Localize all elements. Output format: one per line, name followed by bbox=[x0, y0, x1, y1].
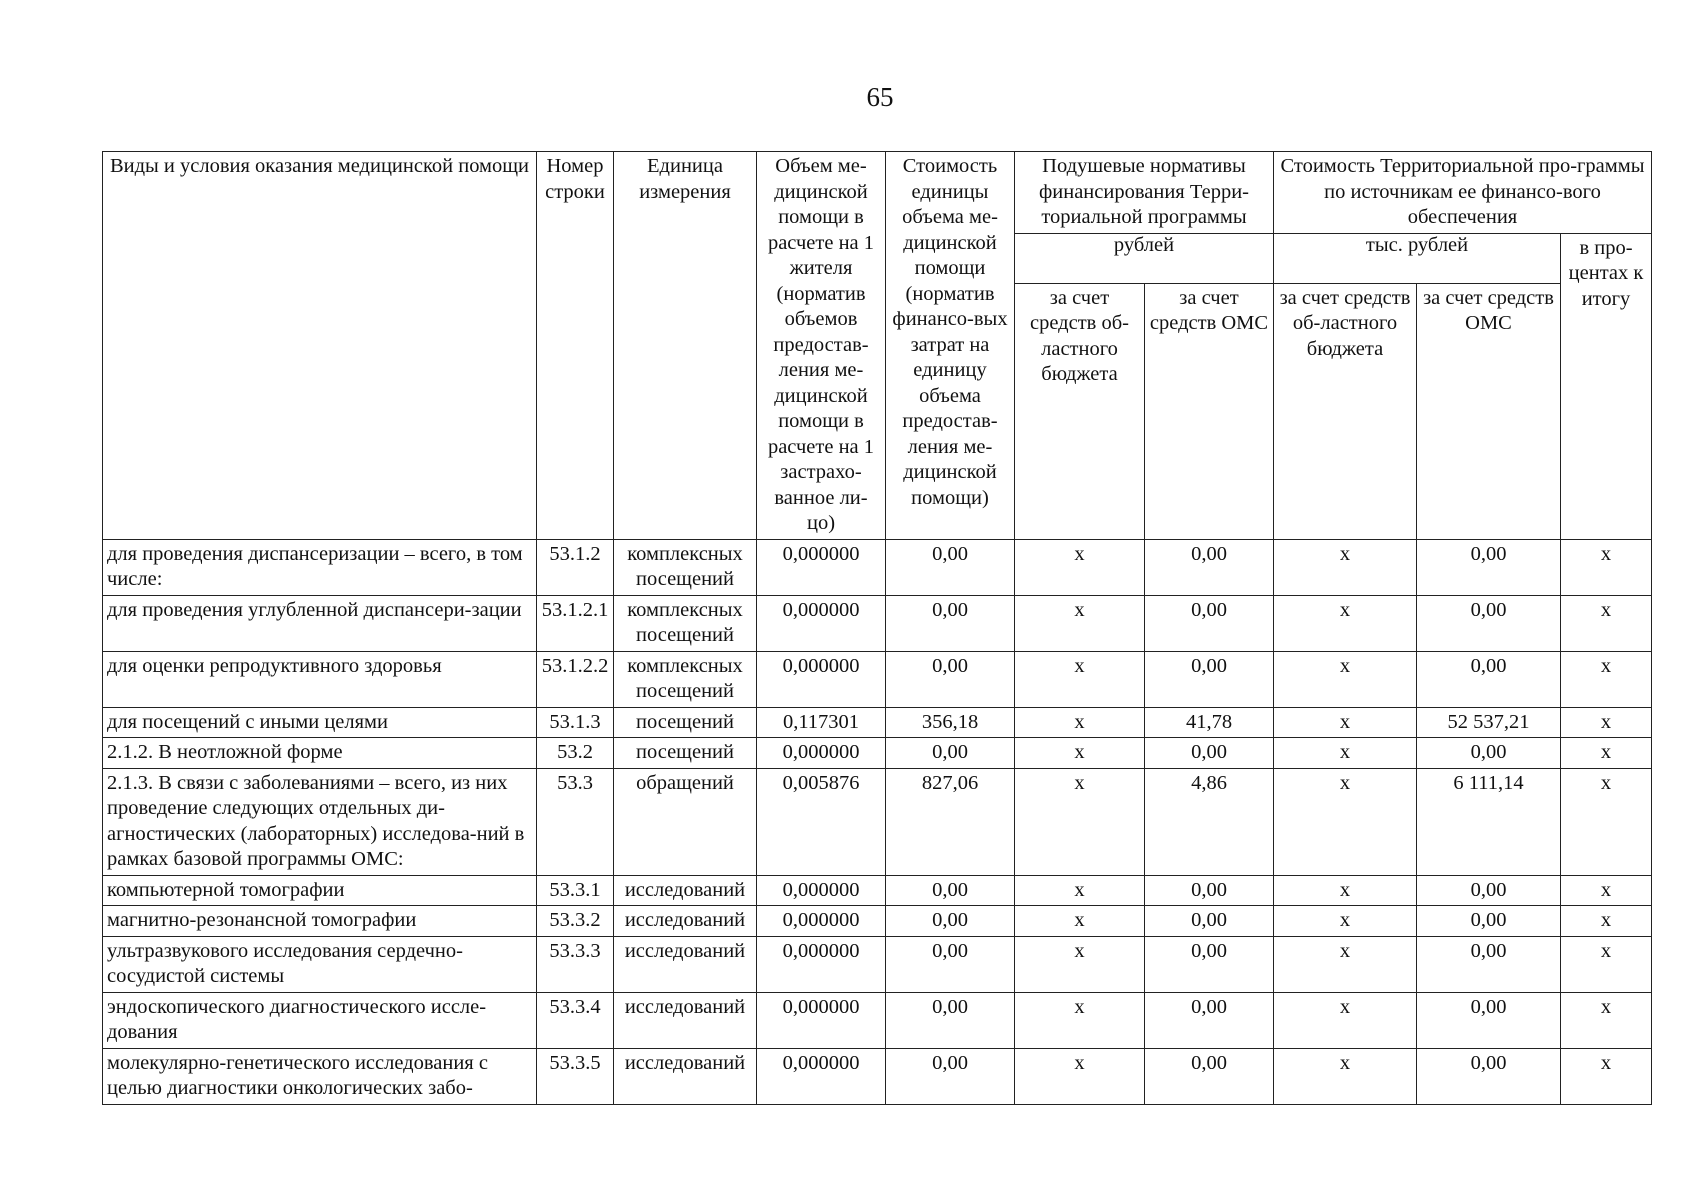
row-name: для посещений с иными целями bbox=[103, 707, 537, 738]
table-row bbox=[103, 1048, 1652, 1104]
table-row bbox=[103, 595, 1652, 651]
row-pc-budget: x bbox=[1015, 595, 1145, 651]
row-pc-oms: 0,00 bbox=[1145, 539, 1274, 595]
row-pc-budget: x bbox=[1015, 992, 1145, 1048]
row-unit: исследований bbox=[614, 936, 757, 992]
row-tp-oms: 0,00 bbox=[1417, 936, 1561, 992]
row-tp-budget: x bbox=[1274, 875, 1417, 906]
row-unit: обращений bbox=[614, 768, 757, 875]
header-program-cost-group: Стоимость Территориальной про-граммы по источникам ее финансо-вого обеспечения bbox=[1274, 152, 1652, 234]
header-pc-oms: за счет средств ОМС bbox=[1145, 283, 1274, 539]
row-name: 2.1.3. В связи с заболеваниями – всего, из них проведение следующих отдельных ди-агностических (лабораторных) исследова-ний в рамках базовой программы ОМС: bbox=[103, 768, 537, 875]
row-unit: комплексных посещений bbox=[614, 651, 757, 707]
row-pc-oms: 0,00 bbox=[1145, 651, 1274, 707]
header-care-type: Виды и условия оказания медицинской помощи bbox=[103, 152, 537, 540]
row-cost: 0,00 bbox=[886, 1048, 1015, 1104]
row-tp-oms: 0,00 bbox=[1417, 539, 1561, 595]
row-pc-oms: 41,78 bbox=[1145, 707, 1274, 738]
row-cost: 0,00 bbox=[886, 539, 1015, 595]
row-unit: посещений bbox=[614, 707, 757, 738]
row-tp-percent: x bbox=[1561, 992, 1652, 1048]
row-pc-oms: 0,00 bbox=[1145, 992, 1274, 1048]
table-row bbox=[103, 936, 1652, 992]
table-body bbox=[103, 539, 1652, 1104]
row-name: эндоскопического диагностического иссле-дования bbox=[103, 992, 537, 1048]
row-tp-percent: x bbox=[1561, 1048, 1652, 1104]
row-unit: посещений bbox=[614, 738, 757, 769]
row-tp-oms: 6 111,14 bbox=[1417, 768, 1561, 875]
tariff-table bbox=[102, 151, 1652, 1105]
row-code: 53.1.2 bbox=[537, 539, 614, 595]
row-code: 53.3.2 bbox=[537, 906, 614, 937]
row-tp-percent: x bbox=[1561, 595, 1652, 651]
row-cost: 356,18 bbox=[886, 707, 1015, 738]
row-pc-budget: x bbox=[1015, 875, 1145, 906]
row-volume: 0,000000 bbox=[757, 906, 886, 937]
table-row bbox=[103, 738, 1652, 769]
row-tp-percent: x bbox=[1561, 906, 1652, 937]
row-pc-oms: 0,00 bbox=[1145, 875, 1274, 906]
row-pc-budget: x bbox=[1015, 768, 1145, 875]
row-unit: комплексных посещений bbox=[614, 595, 757, 651]
row-unit: комплексных посещений bbox=[614, 539, 757, 595]
table-row bbox=[103, 768, 1652, 875]
header-unit-cost: Стоимость единицы объема ме-дицинской помощи (норматив финансо-вых затрат на единицу объема предостав-ления ме-дицинской помощи) bbox=[886, 152, 1015, 540]
row-tp-percent: x bbox=[1561, 707, 1652, 738]
table-header bbox=[103, 152, 1652, 540]
table-row bbox=[103, 875, 1652, 906]
page-number: 65 bbox=[866, 82, 894, 112]
row-name: ультразвукового исследования сердечно-сосудистой системы bbox=[103, 936, 537, 992]
row-tp-oms: 0,00 bbox=[1417, 595, 1561, 651]
row-unit: исследований bbox=[614, 992, 757, 1048]
row-pc-oms: 0,00 bbox=[1145, 936, 1274, 992]
row-tp-oms: 0,00 bbox=[1417, 875, 1561, 906]
table-row bbox=[103, 707, 1652, 738]
row-tp-oms: 0,00 bbox=[1417, 906, 1561, 937]
row-tp-oms: 52 537,21 bbox=[1417, 707, 1561, 738]
row-pc-oms: 0,00 bbox=[1145, 906, 1274, 937]
row-tp-percent: x bbox=[1561, 768, 1652, 875]
row-code: 53.3.3 bbox=[537, 936, 614, 992]
row-unit: исследований bbox=[614, 906, 757, 937]
row-tp-percent: x bbox=[1561, 738, 1652, 769]
row-name: для оценки репродуктивного здоровья bbox=[103, 651, 537, 707]
row-volume: 0,000000 bbox=[757, 651, 886, 707]
row-tp-percent: x bbox=[1561, 875, 1652, 906]
row-cost: 0,00 bbox=[886, 651, 1015, 707]
row-code: 53.3.4 bbox=[537, 992, 614, 1048]
row-tp-percent: x bbox=[1561, 651, 1652, 707]
row-volume: 0,005876 bbox=[757, 768, 886, 875]
row-volume: 0,000000 bbox=[757, 992, 886, 1048]
row-code: 53.2 bbox=[537, 738, 614, 769]
row-code: 53.1.2.1 bbox=[537, 595, 614, 651]
header-percent-of-total: в про-центах к итогу bbox=[1561, 233, 1652, 539]
row-cost: 0,00 bbox=[886, 992, 1015, 1048]
header-tp-regional-budget: за счет средств об-ластного бюджета bbox=[1274, 283, 1417, 539]
row-name: молекулярно-генетического исследования с целью диагностики онкологических забо- bbox=[103, 1048, 537, 1104]
row-tp-budget: x bbox=[1274, 936, 1417, 992]
row-tp-oms: 0,00 bbox=[1417, 738, 1561, 769]
row-volume: 0,000000 bbox=[757, 539, 886, 595]
row-volume: 0,000000 bbox=[757, 936, 886, 992]
header-rubles: рублей bbox=[1015, 233, 1274, 283]
row-volume: 0,117301 bbox=[757, 707, 886, 738]
row-pc-budget: x bbox=[1015, 707, 1145, 738]
row-tp-budget: x bbox=[1274, 1048, 1417, 1104]
row-tp-percent: x bbox=[1561, 539, 1652, 595]
row-name: компьютерной томографии bbox=[103, 875, 537, 906]
row-cost: 0,00 bbox=[886, 936, 1015, 992]
row-volume: 0,000000 bbox=[757, 1048, 886, 1104]
row-tp-budget: x bbox=[1274, 992, 1417, 1048]
row-tp-budget: x bbox=[1274, 707, 1417, 738]
row-pc-budget: x bbox=[1015, 936, 1145, 992]
row-tp-budget: x bbox=[1274, 539, 1417, 595]
header-thousand-rubles: тыс. рублей bbox=[1274, 233, 1561, 283]
row-pc-budget: x bbox=[1015, 906, 1145, 937]
header-tp-oms: за счет средств ОМС bbox=[1417, 283, 1561, 539]
row-pc-budget: x bbox=[1015, 651, 1145, 707]
row-tp-budget: x bbox=[1274, 595, 1417, 651]
row-pc-oms: 0,00 bbox=[1145, 738, 1274, 769]
row-code: 53.3.1 bbox=[537, 875, 614, 906]
table-row bbox=[103, 906, 1652, 937]
row-tp-budget: x bbox=[1274, 651, 1417, 707]
row-volume: 0,000000 bbox=[757, 595, 886, 651]
row-cost: 0,00 bbox=[886, 595, 1015, 651]
row-pc-budget: x bbox=[1015, 539, 1145, 595]
header-unit: Единица измерения bbox=[614, 152, 757, 540]
row-cost: 827,06 bbox=[886, 768, 1015, 875]
row-pc-oms: 4,86 bbox=[1145, 768, 1274, 875]
row-tp-oms: 0,00 bbox=[1417, 992, 1561, 1048]
table-row bbox=[103, 651, 1652, 707]
row-code: 53.1.3 bbox=[537, 707, 614, 738]
row-tp-oms: 0,00 bbox=[1417, 1048, 1561, 1104]
row-name: 2.1.2. В неотложной форме bbox=[103, 738, 537, 769]
row-unit: исследований bbox=[614, 1048, 757, 1104]
row-name: для проведения диспансеризации – всего, в том числе: bbox=[103, 539, 537, 595]
table-row bbox=[103, 539, 1652, 595]
row-pc-oms: 0,00 bbox=[1145, 595, 1274, 651]
row-volume: 0,000000 bbox=[757, 875, 886, 906]
row-pc-budget: x bbox=[1015, 1048, 1145, 1104]
header-row-number: Номер строки bbox=[537, 152, 614, 540]
row-code: 53.1.2.2 bbox=[537, 651, 614, 707]
row-tp-budget: x bbox=[1274, 906, 1417, 937]
row-unit: исследований bbox=[614, 875, 757, 906]
row-tp-oms: 0,00 bbox=[1417, 651, 1561, 707]
row-cost: 0,00 bbox=[886, 906, 1015, 937]
row-tp-percent: x bbox=[1561, 936, 1652, 992]
header-per-capita-group: Подушевые нормативы финансирования Терри-ториальной программы bbox=[1015, 152, 1274, 234]
row-tp-budget: x bbox=[1274, 738, 1417, 769]
row-tp-budget: x bbox=[1274, 768, 1417, 875]
row-name: магнитно-резонансной томографии bbox=[103, 906, 537, 937]
row-code: 53.3 bbox=[537, 768, 614, 875]
row-cost: 0,00 bbox=[886, 875, 1015, 906]
row-cost: 0,00 bbox=[886, 738, 1015, 769]
table-row bbox=[103, 992, 1652, 1048]
row-volume: 0,000000 bbox=[757, 738, 886, 769]
row-pc-budget: x bbox=[1015, 738, 1145, 769]
row-pc-oms: 0,00 bbox=[1145, 1048, 1274, 1104]
row-name: для проведения углубленной диспансери-зации bbox=[103, 595, 537, 651]
row-code: 53.3.5 bbox=[537, 1048, 614, 1104]
header-volume: Объем ме-дицинской помощи в расчете на 1 жителя (норматив объемов предостав-ления ме-дицинской помощи в расчете на 1 застрахо-ванное ли-цо) bbox=[757, 152, 886, 540]
header-pc-regional-budget: за счет средств об-ластного бюджета bbox=[1015, 283, 1145, 539]
